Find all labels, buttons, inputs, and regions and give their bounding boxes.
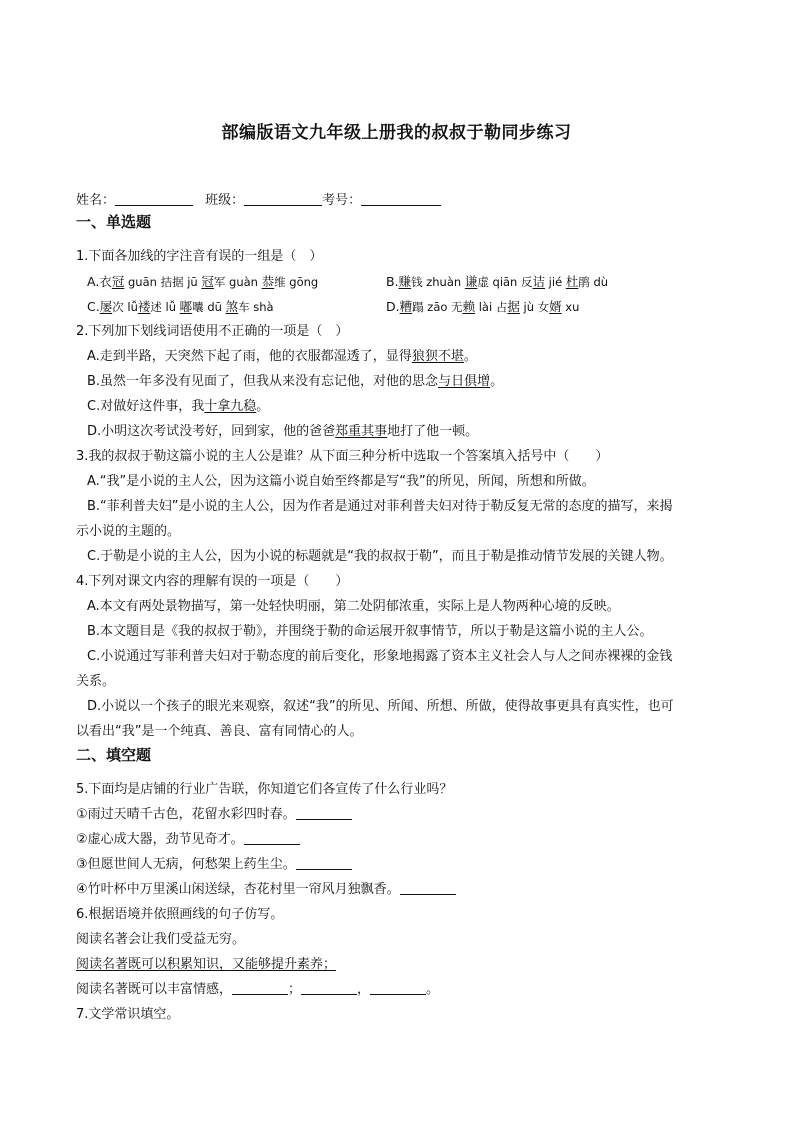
q2d-text: 地打了他一顿。 bbox=[387, 424, 479, 439]
q4-option-a[interactable]: A.本文有两处景物描写，第一处轻快明丽，第二处阴郁浓重，实际上是人物两种心境的反映。 bbox=[87, 599, 620, 614]
section-heading-single-choice: 一、单选题 bbox=[76, 213, 152, 231]
q1d-text: lài 占 bbox=[475, 300, 508, 314]
q1a-text: A.衣 bbox=[87, 274, 112, 289]
q2b-text: 。 bbox=[490, 374, 504, 389]
q1a-text: 军 guàn bbox=[213, 275, 262, 289]
student-info-line bbox=[76, 192, 441, 210]
q1a-text: guān 拮据 jū bbox=[124, 275, 202, 289]
q2d-underlined-phrase: 郑重其事 bbox=[335, 424, 388, 439]
q4-option-c[interactable]: C.小说通过写菲利普夫妇对于勒态度的前后变化，形象地揭露了资本主义社会人与人之间赤裸裸的金钱 bbox=[87, 649, 673, 664]
q2-option-c[interactable] bbox=[87, 398, 269, 416]
q1c-text: C. bbox=[87, 299, 100, 314]
q7-stem: 7.文学常识填空。 bbox=[76, 1007, 180, 1022]
q2-option-b[interactable] bbox=[87, 373, 503, 391]
q6-blank-1[interactable] bbox=[232, 982, 288, 995]
q4-option-b[interactable]: B.本文题目是《我的叔叔于勒》，并围绕于勒的命运展开叙事情节，所以于勒是这篇小说的主人公。 bbox=[87, 624, 653, 639]
q3-stem: 3.我的叔叔于勒这篇小说的主人公是谁？从下面三种分析中选取一个答案填入括号中（ ） bbox=[76, 449, 609, 464]
q5-item-3-blank[interactable] bbox=[296, 857, 352, 870]
q1c-text: 囔 dū bbox=[192, 300, 226, 314]
q1d-text: D. bbox=[386, 299, 400, 314]
q6-comma: ， bbox=[357, 982, 371, 997]
q2-option-d[interactable] bbox=[87, 423, 478, 441]
q1d-underlined: 糟 bbox=[399, 299, 413, 314]
q6-line-3-text: 阅读名著既可以丰富情感， bbox=[76, 982, 233, 997]
q5-item-1-blank[interactable] bbox=[296, 807, 352, 820]
q5-item-1-text: ①雨过天晴千古色，花留水彩四时春。 bbox=[76, 807, 296, 822]
q2b-text: B.虽然一年多没有见面了，但我从来没有忘记他，对他的思念 bbox=[87, 374, 439, 389]
q1a-underlined: 恭 bbox=[261, 274, 275, 289]
q1b-underlined: 杜 bbox=[565, 274, 579, 289]
q6-underlined-sentence: 阅读名著既可以积累知识，又能够提升素养； bbox=[76, 957, 337, 972]
q6-period: 。 bbox=[426, 982, 440, 997]
q1b-underlined: 诘 bbox=[532, 274, 546, 289]
q6-line-1: 阅读名著会让我们受益无穷。 bbox=[76, 932, 246, 947]
q2c-underlined-phrase: 十拿九稳 bbox=[204, 399, 257, 414]
q6-line-3 bbox=[76, 981, 439, 999]
q1d-underlined: 据 bbox=[507, 299, 520, 314]
q1d-underlined: 婿 bbox=[549, 299, 562, 314]
q5-item-4-text: ④竹叶杯中万里溪山闲送绿，杏花村里一帘风月独飘香。 bbox=[76, 882, 400, 897]
class-blank[interactable] bbox=[244, 193, 322, 206]
q1c-underlined: 嘟 bbox=[179, 299, 193, 314]
class-label: 班级： bbox=[205, 193, 245, 208]
q1-option-c[interactable] bbox=[87, 298, 274, 316]
q1a-text: 维 gōng bbox=[274, 275, 319, 289]
q5-item-2 bbox=[76, 831, 300, 849]
q5-item-3-text: ③但愿世间人无病，何愁架上药生尘。 bbox=[76, 857, 296, 872]
q2-option-a[interactable] bbox=[87, 348, 477, 366]
q2a-text: A.走到半路，天突然下起了雨，他的衣服都湿透了，显得 bbox=[87, 349, 412, 364]
q2c-text: C.对做好这件事，我 bbox=[87, 399, 205, 414]
q6-semicolon: ； bbox=[288, 982, 302, 997]
q5-item-3 bbox=[76, 856, 352, 874]
q1d-text: xu bbox=[561, 300, 580, 314]
q1d-text: jù 女 bbox=[519, 300, 550, 314]
q5-item-4-blank[interactable] bbox=[400, 882, 456, 895]
q1-option-b[interactable] bbox=[386, 273, 608, 291]
q1c-underlined: 褛 bbox=[137, 299, 151, 314]
q6-stem: 6.根据语境并依照画线的句子仿写。 bbox=[76, 907, 284, 922]
q1c-text: 次 lǚ bbox=[112, 300, 138, 314]
q2a-underlined-phrase: 狼狈不堪 bbox=[411, 349, 464, 364]
q5-item-2-blank[interactable] bbox=[244, 832, 300, 845]
q1c-underlined: 煞 bbox=[225, 299, 239, 314]
q5-stem: 5.下面均是店铺的行业广告联，你知道它们各宣传了什么行业吗？ bbox=[76, 782, 453, 797]
q4-option-c-continued: 关系。 bbox=[76, 674, 116, 689]
name-label: 姓名： bbox=[76, 193, 116, 208]
q6-blank-3[interactable] bbox=[370, 982, 426, 995]
q2b-underlined-phrase: 与日俱增 bbox=[438, 374, 491, 389]
q1a-underlined: 冠 bbox=[111, 274, 125, 289]
q1a-underlined: 冠 bbox=[201, 274, 214, 289]
q1-option-d[interactable] bbox=[386, 298, 579, 316]
q1b-text: 虚 qiān 反 bbox=[477, 275, 533, 289]
q5-item-2-text: ②虚心成大器，劲节见奇才。 bbox=[76, 832, 244, 847]
q1d-text: 蹋 zāo 无 bbox=[412, 300, 463, 314]
q3-option-b[interactable]: B.“菲利普夫妇”是小说的主人公，因为作者是通过对菲利普夫妇对待于勒反复无常的态度的描写，来揭 bbox=[87, 499, 673, 514]
q1c-underlined: 屡 bbox=[99, 299, 113, 314]
q1b-underlined: 赚 bbox=[398, 274, 412, 289]
q2d-text: D.小明这次考试没考好，回到家，他的爸爸 bbox=[87, 424, 336, 439]
q1-stem: 1.下面各加线的字注音有误的一组是（ ） bbox=[76, 249, 323, 264]
exam-blank[interactable] bbox=[361, 193, 441, 206]
q3-option-a[interactable]: A.“我”是小说的主人公，因为这篇小说自始至终都是写“我”的所见，所闻，所想和所做。 bbox=[87, 474, 595, 489]
q1b-underlined: 谦 bbox=[464, 274, 478, 289]
q1c-text: 车 shà bbox=[238, 300, 274, 314]
q1b-text: jié bbox=[545, 275, 566, 289]
q5-item-4 bbox=[76, 881, 456, 899]
q1b-text: 鹃 dù bbox=[578, 275, 609, 289]
q2c-text: 。 bbox=[256, 399, 270, 414]
q2a-text: 。 bbox=[463, 349, 477, 364]
q1c-text: 述 lǚ bbox=[150, 300, 180, 314]
page-title: 部编版语文九年级上册我的叔叔于勒同步练习 bbox=[221, 123, 572, 143]
q3-option-c[interactable]: C.于勒是小说的主人公，因为小说的标题就是“我的叔叔于勒”，而且于勒是推动情节发展的关键人物。 bbox=[87, 549, 673, 564]
q1d-underlined: 赖 bbox=[462, 299, 476, 314]
exam-label: 考号： bbox=[322, 193, 362, 208]
q1b-text: B. bbox=[386, 274, 399, 289]
q2-stem: 2.下列加下划线词语使用不正确的一项是（ ） bbox=[76, 324, 349, 339]
q4-option-d-continued: 以看出“我”是一个纯真、善良、富有同情心的人。 bbox=[76, 724, 363, 739]
q1-option-a[interactable] bbox=[87, 273, 318, 291]
q3-option-b-continued: 示小说的主题的。 bbox=[76, 524, 181, 539]
name-blank[interactable] bbox=[115, 193, 193, 206]
q6-blank-2[interactable] bbox=[301, 982, 357, 995]
q4-option-d[interactable]: D.小说以一个孩子的眼光来观察，叙述“我”的所见、所闻、所想、所做，使得故事更具有真实性，也可 bbox=[87, 699, 674, 714]
q4-stem: 4.下列对课文内容的理解有误的一项是（ ） bbox=[76, 574, 349, 589]
q1b-text: 钱 zhuàn bbox=[411, 275, 465, 289]
q5-item-1 bbox=[76, 806, 352, 824]
section-heading-fill-blank: 二、填空题 bbox=[76, 746, 152, 764]
